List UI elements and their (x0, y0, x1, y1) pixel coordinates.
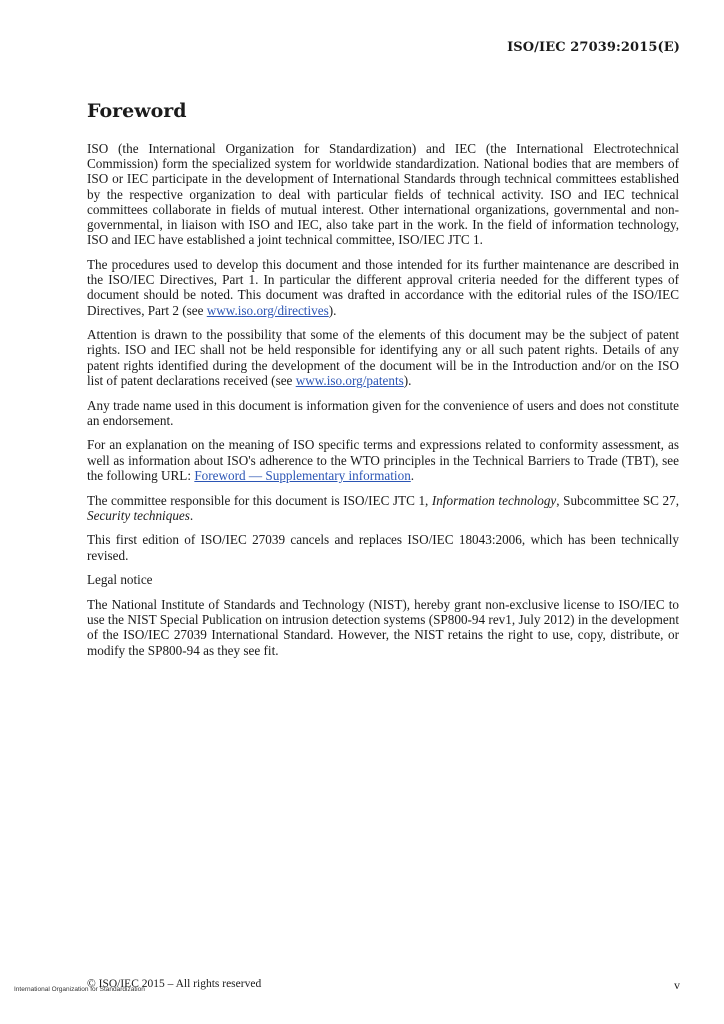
page-title: Foreword (87, 100, 187, 122)
paragraph-trade-name: Any trade name used in this document is information given for the convenience of users and does not constitute an endorsement. (87, 397, 679, 428)
paragraph-text: , Subcommittee SC 27, (556, 492, 679, 508)
paragraph-text: . (189, 507, 194, 523)
document-id-header: ISO/IEC 27039:2015(E) (507, 40, 680, 55)
paragraph-text: . (410, 467, 415, 483)
directives-link[interactable]: www.iso.org/directives (206, 302, 329, 318)
foreword-body (87, 141, 679, 667)
patents-link[interactable]: www.iso.org/patents (295, 372, 404, 388)
paragraph-text: ). (403, 372, 412, 388)
supplementary-info-link[interactable]: Foreword — Supplementary information (194, 467, 411, 483)
paragraph-iso-iec: ISO (the International Organization for Standardization) and IEC (the International Electrotechnical Commission) form the specialized system for worldwide standardization. National bodies that are members of ISO or IEC participate in the development of International Standards through technical committees established by the respective organization to deal with particular fields of technical activity. ISO and IEC technical committees collaborate in fields of mutual interest. Other international organizations, governmental and non-governmental, in liaison with ISO and IEC, also take part in the work. In the field of information technology, ISO and IEC have established a joint technical committee, ISO/IEC JTC 1. (87, 141, 679, 248)
paragraph-committee (87, 493, 679, 523)
footer-page-number: v (674, 978, 680, 992)
paragraph-edition: This first edition of ISO/IEC 27039 cancels and replaces ISO/IEC 18043:2006, which has been technically revised. (87, 532, 679, 563)
footer-copyright: © ISO/IEC 2015 – All rights reserved (87, 978, 262, 990)
paragraph-conformity (87, 437, 679, 483)
paragraph-nist-license: The National Institute of Standards and Technology (NIST), hereby grant non-exclusive license to ISO/IEC to use the NIST Special Publication on intrusion detection systems (SP800-94 rev1, July 2012) in the development of the ISO/IEC 27039 International Standard. However, the NIST retains the right to use, copy, distribute, or modify the SP800-94 as they see fit. (87, 597, 679, 658)
paragraph-patents (87, 327, 679, 388)
subcommittee-title-italic: Security techniques (87, 507, 190, 523)
paragraph-text: For an explanation on the meaning of ISO specific terms and expressions related to conformity assessment, as well as information about ISO's adherence to the WTO principles in the Technical Barriers to Trade (TBT), see the following URL: (87, 437, 679, 483)
footer-watermark: International Organization for Standardization (14, 986, 145, 993)
paragraph-text: The procedures used to develop this document and those intended for its further maintenance are described in the ISO/IEC Directives, Part 1. In particular the different approval criteria needed for the different types of document should be noted. This document was drafted in accordance with the editorial rules of the ISO/IEC Directives, Part 2 (see (87, 256, 679, 318)
paragraph-text: ). (328, 302, 337, 318)
committee-title-italic: Information technology (431, 492, 557, 508)
paragraph-text: The committee responsible for this document is ISO/IEC JTC 1, (87, 492, 432, 508)
paragraph-text: Attention is drawn to the possibility that some of the elements of this document may be the subject of patent rights. ISO and IEC shall not be held responsible for identifying any or all such patent rights. Details of any patent rights identified during the development of the document will be in the Introduction and/or on the ISO list of patent declarations received (see (87, 327, 679, 388)
legal-notice-heading: Legal notice (87, 572, 153, 588)
paragraph-procedures (87, 257, 679, 318)
